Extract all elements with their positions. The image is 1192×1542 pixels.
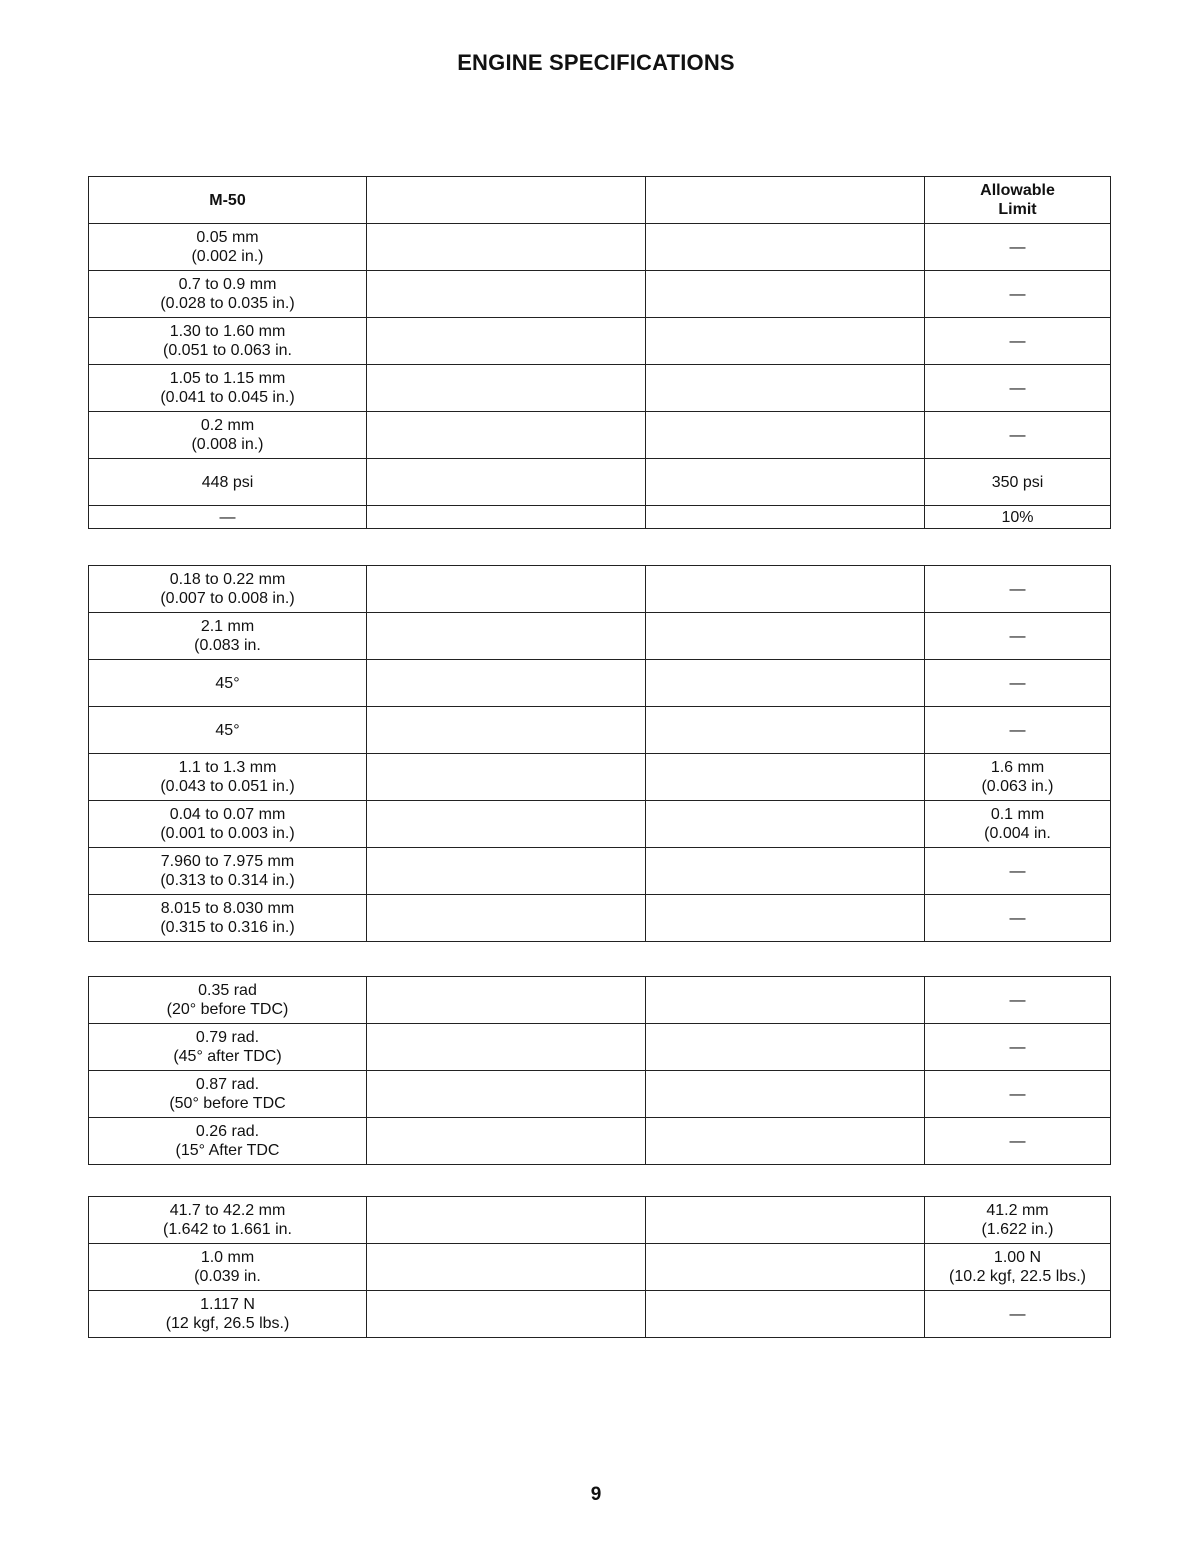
table-row	[89, 801, 1111, 848]
limit-line1: —	[1009, 1132, 1026, 1150]
limit-line1: —	[1009, 285, 1026, 303]
empty-cell	[367, 1024, 646, 1071]
table-row	[89, 1291, 1111, 1338]
standard-value-cell	[89, 1071, 367, 1118]
standard-value-cell	[89, 566, 367, 613]
standard-value-cell	[89, 412, 367, 459]
standard-value-cell	[89, 660, 367, 707]
table-row	[89, 895, 1111, 942]
limit-line2: (1.622 in.)	[981, 1221, 1054, 1238]
limit-line1: —	[1009, 332, 1026, 350]
standard-value-cell	[89, 1197, 367, 1244]
value-line2: (20° before TDC)	[166, 1001, 289, 1018]
empty-cell	[646, 895, 925, 942]
limit-line1: 10%	[1001, 508, 1034, 526]
table-row	[89, 848, 1111, 895]
header-model: M-50	[89, 177, 367, 224]
value-line1: 45°	[215, 721, 240, 739]
standard-value-cell	[89, 707, 367, 754]
empty-cell	[367, 895, 646, 942]
empty-cell	[646, 1197, 925, 1244]
table-row	[89, 459, 1111, 506]
limit-cell	[925, 848, 1111, 895]
value-line2: (0.001 to 0.003 in.)	[160, 825, 295, 842]
value-line1: 7.960 to 7.975 mm	[160, 853, 295, 870]
value-line1: 1.1 to 1.3 mm	[178, 759, 277, 776]
table-row	[89, 613, 1111, 660]
limit-line1: —	[1009, 379, 1026, 397]
table-row	[89, 506, 1111, 529]
limit-line1: 1.00 N	[993, 1249, 1042, 1266]
header-limit-line1: Allowable	[980, 182, 1055, 199]
table-row	[89, 365, 1111, 412]
value-line2: (0.007 to 0.008 in.)	[160, 590, 295, 607]
value-line1: 1.0 mm	[200, 1249, 255, 1266]
limit-line1: —	[1009, 991, 1026, 1009]
value-line1: 45°	[215, 674, 240, 692]
limit-line2: (0.004 in.	[984, 825, 1051, 842]
value-line2: (15° After TDC	[175, 1142, 280, 1159]
table-row	[89, 224, 1111, 271]
value-line2: (50° before TDC	[169, 1095, 286, 1112]
empty-cell	[646, 412, 925, 459]
table-row	[89, 271, 1111, 318]
empty-cell	[367, 1291, 646, 1338]
empty-cell	[646, 459, 925, 506]
standard-value-cell	[89, 754, 367, 801]
empty-cell	[367, 506, 646, 529]
limit-line1: 0.1 mm	[990, 806, 1045, 823]
value-line2: (0.315 to 0.316 in.)	[160, 919, 295, 936]
page-title: ENGINE SPECIFICATIONS	[457, 50, 735, 75]
empty-cell	[367, 412, 646, 459]
limit-cell	[925, 224, 1111, 271]
empty-cell	[646, 365, 925, 412]
limit-cell	[925, 660, 1111, 707]
empty-cell	[646, 1291, 925, 1338]
empty-cell	[367, 754, 646, 801]
empty-cell	[367, 977, 646, 1024]
limit-cell	[925, 801, 1111, 848]
standard-value-cell	[89, 1244, 367, 1291]
empty-cell	[367, 224, 646, 271]
limit-cell	[925, 977, 1111, 1024]
value-line1: 1.117 N	[200, 1296, 255, 1313]
limit-cell	[925, 1291, 1111, 1338]
spec-table-4	[88, 1196, 1111, 1338]
value-line1: —	[219, 508, 236, 526]
value-line2: (0.028 to 0.035 in.)	[160, 295, 295, 312]
value-line1: 0.7 to 0.9 mm	[178, 276, 277, 293]
table-row	[89, 660, 1111, 707]
standard-value-cell	[89, 977, 367, 1024]
value-line1: 0.2 mm	[200, 417, 255, 434]
value-line2: (0.008 in.)	[191, 436, 264, 453]
empty-cell	[367, 271, 646, 318]
value-line2: (1.642 to 1.661 in.	[163, 1221, 292, 1238]
limit-cell	[925, 613, 1111, 660]
table-row	[89, 566, 1111, 613]
table-row	[89, 318, 1111, 365]
limit-cell	[925, 895, 1111, 942]
standard-value-cell	[89, 1291, 367, 1338]
standard-value-cell	[89, 848, 367, 895]
limit-line1: 1.6 mm	[990, 759, 1045, 776]
value-line2: (0.039 in.	[194, 1268, 261, 1285]
limit-cell	[925, 566, 1111, 613]
limit-cell	[925, 1071, 1111, 1118]
empty-cell	[367, 365, 646, 412]
value-line1: 2.1 mm	[200, 618, 255, 635]
standard-value-cell	[89, 1118, 367, 1165]
empty-cell	[646, 1118, 925, 1165]
empty-cell	[367, 848, 646, 895]
limit-cell	[925, 1118, 1111, 1165]
empty-cell	[367, 1071, 646, 1118]
value-line1: 448 psi	[201, 473, 254, 491]
empty-cell	[646, 1244, 925, 1291]
empty-cell	[646, 660, 925, 707]
value-line2: (45° after TDC)	[173, 1048, 282, 1065]
empty-cell	[646, 848, 925, 895]
value-line1: 0.79 rad.	[195, 1029, 260, 1046]
empty-cell	[646, 707, 925, 754]
standard-value-cell	[89, 895, 367, 942]
empty-cell	[367, 318, 646, 365]
value-line2: (0.043 to 0.051 in.)	[160, 778, 295, 795]
limit-cell	[925, 1244, 1111, 1291]
limit-cell	[925, 318, 1111, 365]
table-row	[89, 1024, 1111, 1071]
limit-line1: —	[1009, 862, 1026, 880]
header-allowable-limit	[925, 177, 1111, 224]
standard-value-cell	[89, 459, 367, 506]
table-row	[89, 754, 1111, 801]
limit-line1: —	[1009, 1038, 1026, 1056]
spec-table-3	[88, 976, 1111, 1165]
standard-value-cell	[89, 801, 367, 848]
empty-cell	[646, 801, 925, 848]
limit-line1: 350 psi	[991, 473, 1044, 491]
table-row	[89, 1071, 1111, 1118]
limit-line1: —	[1009, 674, 1026, 692]
limit-line1: —	[1009, 1305, 1026, 1323]
value-line1: 0.05 mm	[196, 229, 259, 246]
value-line2: (0.313 to 0.314 in.)	[160, 872, 295, 889]
value-line1: 0.26 rad.	[195, 1123, 260, 1140]
table-row	[89, 1118, 1111, 1165]
header-col3	[646, 177, 925, 224]
value-line1: 1.05 to 1.15 mm	[169, 370, 286, 387]
value-line2: (0.041 to 0.045 in.)	[160, 389, 295, 406]
empty-cell	[367, 660, 646, 707]
limit-line1: 41.2 mm	[986, 1202, 1049, 1219]
limit-cell	[925, 1197, 1111, 1244]
empty-cell	[646, 1071, 925, 1118]
value-line1: 0.87 rad.	[195, 1076, 260, 1093]
limit-cell	[925, 506, 1111, 529]
spec-table-2	[88, 565, 1111, 942]
empty-cell	[367, 566, 646, 613]
spec-table-1	[88, 176, 1111, 529]
table-row	[89, 1197, 1111, 1244]
value-line1: 0.35 rad	[198, 982, 257, 999]
limit-line1: —	[1009, 1085, 1026, 1103]
value-line1: 41.7 to 42.2 mm	[169, 1202, 286, 1219]
value-line1: 8.015 to 8.030 mm	[160, 900, 295, 917]
standard-value-cell	[89, 1024, 367, 1071]
empty-cell	[646, 224, 925, 271]
empty-cell	[646, 1024, 925, 1071]
limit-cell	[925, 271, 1111, 318]
value-line1: 1.30 to 1.60 mm	[169, 323, 286, 340]
limit-cell	[925, 459, 1111, 506]
header-col2	[367, 177, 646, 224]
limit-line2: (10.2 kgf, 22.5 lbs.)	[949, 1268, 1086, 1285]
empty-cell	[367, 613, 646, 660]
empty-cell	[646, 271, 925, 318]
limit-cell	[925, 754, 1111, 801]
empty-cell	[367, 1197, 646, 1244]
value-line1: 0.04 to 0.07 mm	[169, 806, 286, 823]
empty-cell	[367, 459, 646, 506]
empty-cell	[367, 1118, 646, 1165]
empty-cell	[367, 801, 646, 848]
value-line2: (12 kgf, 26.5 lbs.)	[165, 1315, 290, 1332]
value-line2: (0.083 in.	[194, 637, 261, 654]
limit-line1: —	[1009, 238, 1026, 256]
page-number: 9	[590, 1484, 602, 1505]
limit-line1: —	[1009, 909, 1026, 927]
limit-cell	[925, 365, 1111, 412]
standard-value-cell	[89, 318, 367, 365]
limit-line2: (0.063 in.)	[981, 778, 1054, 795]
table-row	[89, 412, 1111, 459]
empty-cell	[646, 977, 925, 1024]
standard-value-cell	[89, 613, 367, 660]
empty-cell	[646, 506, 925, 529]
table-header-row	[89, 177, 1111, 224]
limit-line1: —	[1009, 580, 1026, 598]
limit-line1: —	[1009, 721, 1026, 739]
limit-cell	[925, 1024, 1111, 1071]
standard-value-cell	[89, 365, 367, 412]
value-line2: (0.002 in.)	[191, 248, 264, 265]
value-line2: (0.051 to 0.063 in.	[163, 342, 292, 359]
empty-cell	[646, 318, 925, 365]
empty-cell	[367, 1244, 646, 1291]
standard-value-cell	[89, 506, 367, 529]
table-row	[89, 707, 1111, 754]
limit-line1: —	[1009, 627, 1026, 645]
empty-cell	[367, 707, 646, 754]
limit-cell	[925, 412, 1111, 459]
table-row	[89, 1244, 1111, 1291]
empty-cell	[646, 566, 925, 613]
limit-cell	[925, 707, 1111, 754]
value-line1: 0.18 to 0.22 mm	[169, 571, 286, 588]
empty-cell	[646, 613, 925, 660]
standard-value-cell	[89, 271, 367, 318]
empty-cell	[646, 754, 925, 801]
limit-line1: —	[1009, 426, 1026, 444]
header-limit-line2: Limit	[998, 201, 1037, 218]
table-row	[89, 977, 1111, 1024]
standard-value-cell	[89, 224, 367, 271]
